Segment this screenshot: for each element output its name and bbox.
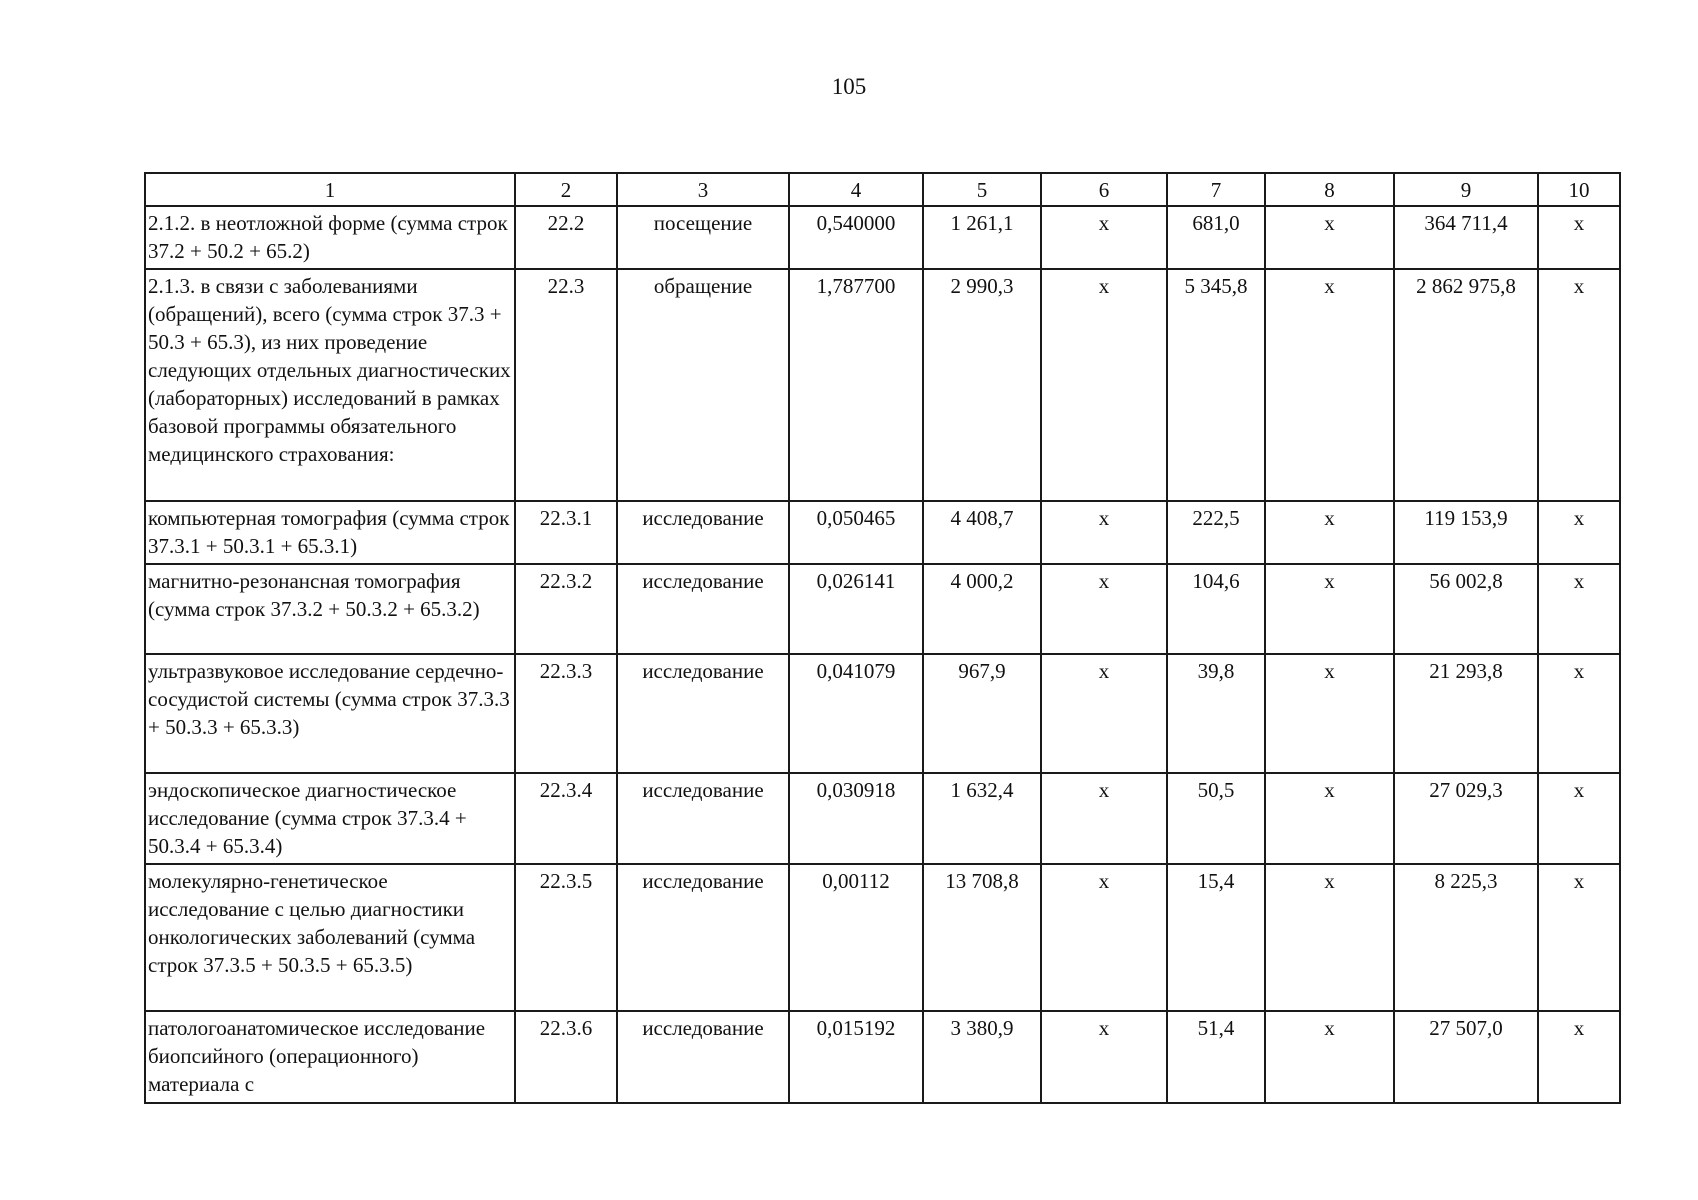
row-value-cell: х	[1265, 864, 1394, 1011]
row-value-cell: 1 261,1	[923, 206, 1041, 269]
row-name-cell: эндоскопическое диагностическое исследование (сумма строк 37.3.4 + 50.3.4 + 65.3.4)	[145, 773, 515, 864]
table-row	[145, 501, 1620, 564]
row-value-cell: 0,050465	[789, 501, 923, 564]
row-value-cell: х	[1041, 654, 1167, 773]
row-value-cell: 21 293,8	[1394, 654, 1538, 773]
row-value-cell: 51,4	[1167, 1011, 1265, 1103]
row-value-cell: х	[1538, 206, 1620, 269]
row-code-cell: 22.3.2	[515, 564, 617, 654]
row-value-cell: х	[1041, 206, 1167, 269]
row-value-cell: х	[1538, 864, 1620, 1011]
row-unit-cell: исследование	[617, 654, 789, 773]
row-value-cell: х	[1265, 269, 1394, 501]
row-value-cell: х	[1538, 773, 1620, 864]
row-value-cell: 1,787700	[789, 269, 923, 501]
row-value-cell: х	[1265, 206, 1394, 269]
row-value-cell: 967,9	[923, 654, 1041, 773]
row-value-cell: х	[1041, 773, 1167, 864]
row-value-cell: х	[1538, 654, 1620, 773]
row-value-cell: х	[1538, 501, 1620, 564]
row-value-cell: х	[1041, 269, 1167, 501]
column-header: 2	[515, 173, 617, 206]
row-value-cell: х	[1538, 1011, 1620, 1103]
table-row	[145, 773, 1620, 864]
row-value-cell: 0,041079	[789, 654, 923, 773]
row-value-cell: х	[1041, 1011, 1167, 1103]
table-row	[145, 564, 1620, 654]
row-value-cell: 2 862 975,8	[1394, 269, 1538, 501]
table-row	[145, 1011, 1620, 1103]
column-header: 3	[617, 173, 789, 206]
header-row	[145, 173, 1620, 206]
row-value-cell: 0,026141	[789, 564, 923, 654]
row-code-cell: 22.3	[515, 269, 617, 501]
row-value-cell: х	[1265, 654, 1394, 773]
row-value-cell: 681,0	[1167, 206, 1265, 269]
row-name-cell: магнитно-резонансная томография (сумма строк 37.3.2 + 50.3.2 + 65.3.2)	[145, 564, 515, 654]
row-code-cell: 22.3.4	[515, 773, 617, 864]
row-value-cell: 5 345,8	[1167, 269, 1265, 501]
row-name-cell: 2.1.3. в связи с заболеваниями (обращений), всего (сумма строк 37.3 + 50.3 + 65.3), из них проведение следующих отдельных диагностических (лабораторных) исследований в рамках базовой программы обязательного медицинского страхования:	[145, 269, 515, 501]
row-value-cell: 27 507,0	[1394, 1011, 1538, 1103]
row-unit-cell: обращение	[617, 269, 789, 501]
row-name-cell: патологоанатомическое исследование биопсийного (операционного) материала с	[145, 1011, 515, 1103]
row-value-cell: 15,4	[1167, 864, 1265, 1011]
column-header: 6	[1041, 173, 1167, 206]
data-table	[144, 172, 1621, 1104]
page-number: 105	[831, 74, 867, 99]
row-unit-cell: исследование	[617, 773, 789, 864]
row-value-cell: х	[1041, 864, 1167, 1011]
row-value-cell: х	[1538, 564, 1620, 654]
row-name-cell: 2.1.2. в неотложной форме (сумма строк 37.2 + 50.2 + 65.2)	[145, 206, 515, 269]
row-code-cell: 22.3.3	[515, 654, 617, 773]
row-value-cell: 56 002,8	[1394, 564, 1538, 654]
row-name-cell: молекулярно-генетическое исследование с целью диагностики онкологических заболеваний (сумма строк 37.3.5 + 50.3.5 + 65.3.5)	[145, 864, 515, 1011]
row-value-cell: 8 225,3	[1394, 864, 1538, 1011]
column-header: 10	[1538, 173, 1620, 206]
row-value-cell: 13 708,8	[923, 864, 1041, 1011]
row-value-cell: 222,5	[1167, 501, 1265, 564]
row-name-cell: ультразвуковое исследование сердечно-сосудистой системы (сумма строк 37.3.3 + 50.3.3 + 65.3.3)	[145, 654, 515, 773]
row-value-cell: 27 029,3	[1394, 773, 1538, 864]
column-header: 5	[923, 173, 1041, 206]
row-value-cell: х	[1265, 1011, 1394, 1103]
row-code-cell: 22.3.5	[515, 864, 617, 1011]
row-value-cell: 364 711,4	[1394, 206, 1538, 269]
row-value-cell: 104,6	[1167, 564, 1265, 654]
column-header: 9	[1394, 173, 1538, 206]
row-unit-cell: посещение	[617, 206, 789, 269]
table-row	[145, 206, 1620, 269]
row-value-cell: 0,00112	[789, 864, 923, 1011]
row-value-cell: х	[1265, 501, 1394, 564]
row-value-cell: х	[1265, 564, 1394, 654]
row-code-cell: 22.3.1	[515, 501, 617, 564]
row-value-cell: 3 380,9	[923, 1011, 1041, 1103]
row-unit-cell: исследование	[617, 564, 789, 654]
column-header: 8	[1265, 173, 1394, 206]
row-value-cell: 0,030918	[789, 773, 923, 864]
row-value-cell: 4 408,7	[923, 501, 1041, 564]
row-value-cell: 1 632,4	[923, 773, 1041, 864]
table-row	[145, 654, 1620, 773]
column-header: 4	[789, 173, 923, 206]
row-name-cell: компьютерная томография (сумма строк 37.3.1 + 50.3.1 + 65.3.1)	[145, 501, 515, 564]
row-value-cell: 2 990,3	[923, 269, 1041, 501]
row-value-cell: х	[1265, 773, 1394, 864]
table-row	[145, 269, 1620, 501]
row-unit-cell: исследование	[617, 864, 789, 1011]
row-unit-cell: исследование	[617, 1011, 789, 1103]
row-value-cell: х	[1041, 564, 1167, 654]
row-value-cell: 4 000,2	[923, 564, 1041, 654]
row-code-cell: 22.3.6	[515, 1011, 617, 1103]
row-unit-cell: исследование	[617, 501, 789, 564]
row-value-cell: 0,015192	[789, 1011, 923, 1103]
column-header: 1	[145, 173, 515, 206]
table-row	[145, 864, 1620, 1011]
row-value-cell: х	[1041, 501, 1167, 564]
row-value-cell: 119 153,9	[1394, 501, 1538, 564]
row-value-cell: х	[1538, 269, 1620, 501]
row-value-cell: 39,8	[1167, 654, 1265, 773]
row-code-cell: 22.2	[515, 206, 617, 269]
column-header: 7	[1167, 173, 1265, 206]
row-value-cell: 0,540000	[789, 206, 923, 269]
row-value-cell: 50,5	[1167, 773, 1265, 864]
